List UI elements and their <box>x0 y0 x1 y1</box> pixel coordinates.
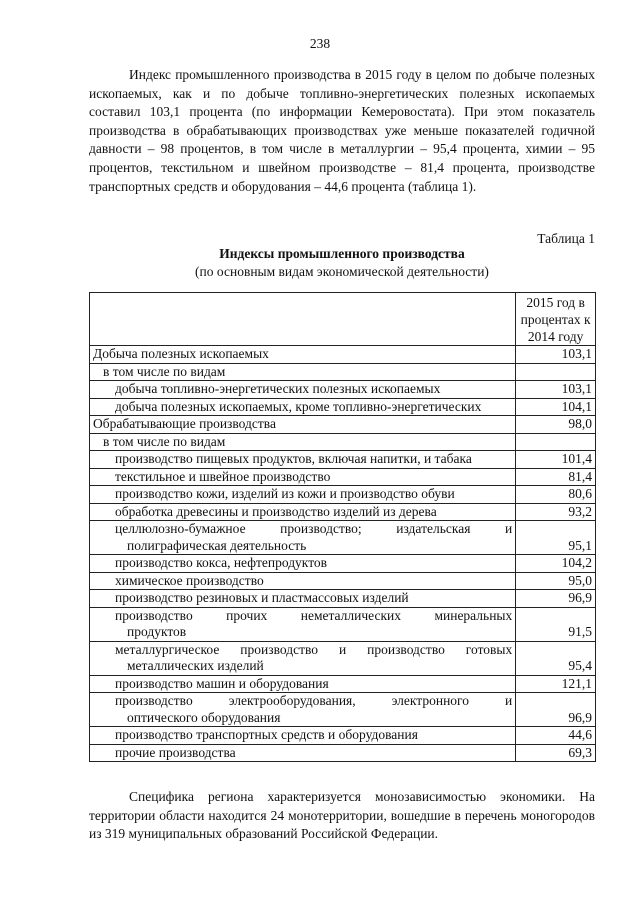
row-value: 91,5 <box>516 607 596 641</box>
row-value: 103,1 <box>516 346 596 364</box>
table-subtitle: (по основным видам экономической деятельности) <box>195 264 489 279</box>
row-name: обработка древесины и производство изделий из дерева <box>90 503 516 521</box>
table-row <box>90 693 596 727</box>
table-row <box>90 346 596 364</box>
row-name-line2: продуктов <box>127 624 187 639</box>
row-value: 96,9 <box>516 590 596 608</box>
column-header: 2015 год в процентах к 2014 году <box>516 293 596 346</box>
page-number: 238 <box>309 36 331 51</box>
table-row <box>90 590 596 608</box>
table-row <box>90 433 596 451</box>
row-value: 101,4 <box>516 451 596 469</box>
row-value: 95,1 <box>516 521 596 555</box>
row-value: 104,2 <box>516 555 596 573</box>
row-value: 95,4 <box>516 641 596 675</box>
outro-paragraph: Специфика региона характеризуется монозависимостью экономики. На территории области находится 24 монотерритории, вошедшие в перечень моногородов из 319 муниципальных образований Российской Федерации. <box>89 789 595 842</box>
table-title: Индексы промышленного производства <box>219 246 465 261</box>
row-name: добыча полезных ископаемых, кроме топливно-энергетических <box>90 398 516 416</box>
table-row <box>90 641 596 675</box>
table-row <box>90 572 596 590</box>
row-value: 96,9 <box>516 693 596 727</box>
row-name: производство кожи, изделий из кожи и производство обуви <box>90 486 516 504</box>
row-name: прочие производства <box>90 744 516 762</box>
row-name-wrapped <box>90 641 516 675</box>
row-name: Обрабатывающие производства <box>90 416 516 434</box>
row-name: производство резиновых и пластмассовых изделий <box>90 590 516 608</box>
row-name-line1: производство электрооборудования, электронного и <box>115 693 513 708</box>
table-row <box>90 486 596 504</box>
table-row <box>90 468 596 486</box>
row-name-wrapped <box>90 607 516 641</box>
row-value: 80,6 <box>516 486 596 504</box>
table-row <box>90 451 596 469</box>
row-name-line1: целлюлозно-бумажное производство; издательская и <box>115 521 513 536</box>
row-value: 93,2 <box>516 503 596 521</box>
row-value: 69,3 <box>516 744 596 762</box>
row-name: добыча топливно-энергетических полезных ископаемых <box>90 381 516 399</box>
row-value: 98,0 <box>516 416 596 434</box>
table-row <box>90 398 596 416</box>
table-row <box>90 675 596 693</box>
row-name-wrapped <box>90 521 516 555</box>
row-name: в том числе по видам <box>90 363 516 381</box>
row-name-line1: производство прочих неметаллических минеральных <box>115 607 513 623</box>
row-name: в том числе по видам <box>90 433 516 451</box>
table-row <box>90 727 596 745</box>
table-row <box>90 416 596 434</box>
row-value: 121,1 <box>516 675 596 693</box>
row-name-line2: металлических изделий <box>127 658 264 673</box>
header-blank-cell <box>90 293 516 346</box>
table-header-row <box>90 293 596 346</box>
row-value: 95,0 <box>516 572 596 590</box>
table-row <box>90 744 596 762</box>
row-name-line2: полиграфическая деятельность <box>127 537 307 553</box>
row-name: производство кокса, нефтепродуктов <box>90 555 516 573</box>
row-value: 104,1 <box>516 398 596 416</box>
intro-paragraph: Индекс промышленного производства в 2015 году в целом по добыче полезных ископаемых, как и по добыче топливно-энергетических полезных ископаемых составил 103,1 процента (по информации Кемеровостата). При этом показатель производства в обрабатывающих производствах уже меньше показателей годичной давности – 98 процентов, в том числе в металлургии – 95,4 процента, химии – 95 процентов, текстильном и швейном производстве – 81,4 процента, производстве транспортных средств и оборудования – 44,6 процента (таблица 1). <box>89 67 595 194</box>
row-name-line1: металлургическое производство и производство готовых <box>115 641 513 657</box>
table-row <box>90 607 596 641</box>
row-name-line2: оптического оборудования <box>127 709 281 725</box>
row-name-wrapped <box>90 693 516 727</box>
row-name: производство транспортных средств и оборудования <box>90 727 516 745</box>
row-value: 44,6 <box>516 727 596 745</box>
row-value: 81,4 <box>516 468 596 486</box>
row-value: 103,1 <box>516 381 596 399</box>
table-row <box>90 521 596 555</box>
row-value <box>516 363 596 381</box>
row-name: текстильное и швейное производство <box>90 468 516 486</box>
row-name: производство пищевых продуктов, включая напитки, и табака <box>90 451 516 469</box>
row-name: производство машин и оборудования <box>90 675 516 693</box>
table-row <box>90 503 596 521</box>
indices-table <box>89 292 596 762</box>
row-name: химическое производство <box>90 572 516 590</box>
table-label: Таблица 1 <box>537 231 595 246</box>
row-name: Добыча полезных ископаемых <box>90 346 516 364</box>
table-row <box>90 381 596 399</box>
row-value <box>516 433 596 451</box>
table-row <box>90 555 596 573</box>
table-row <box>90 363 596 381</box>
